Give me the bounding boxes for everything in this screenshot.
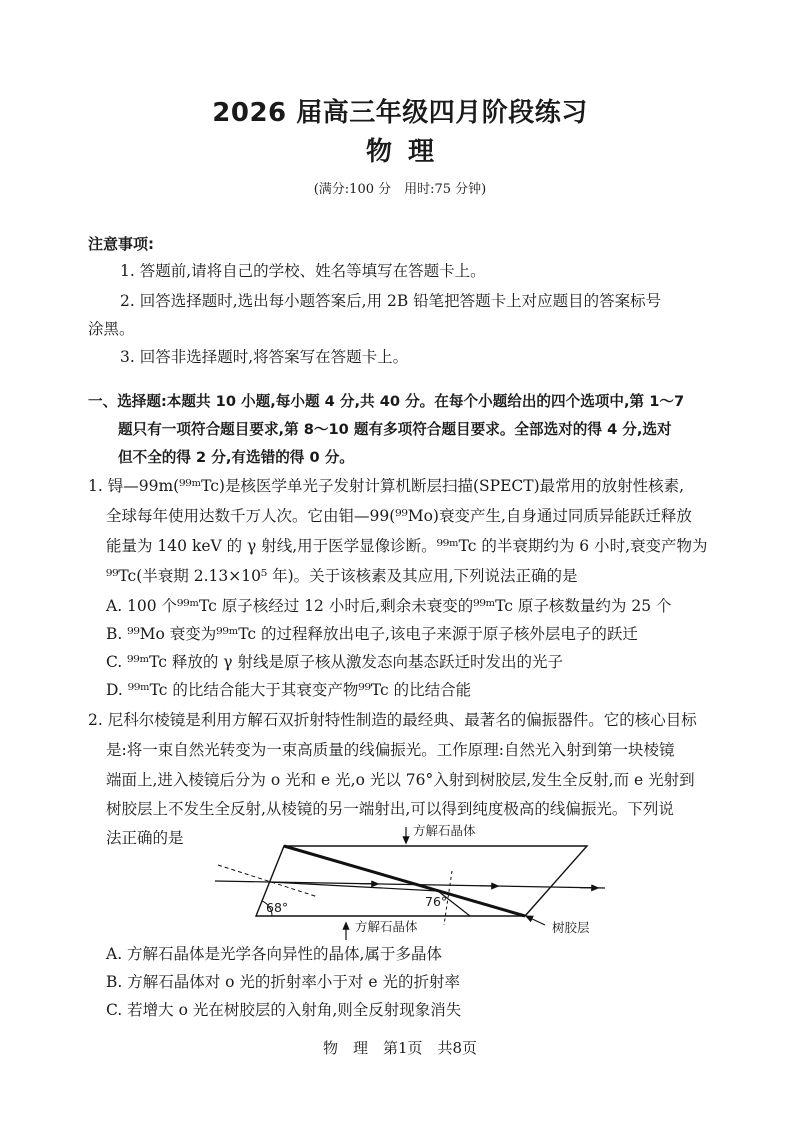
- q2-option-a: A. 方解石晶体是光学各向异性的晶体,属于多晶体: [106, 945, 442, 963]
- figure-angle-left: 68°: [266, 900, 289, 915]
- q1-option-c: C. ⁹⁹ᵐTc 释放的 γ 射线是原子核从激发态向基态跃迁时发出的光子: [106, 653, 563, 671]
- q1-stem-line-1: 1. 锝—99m(⁹⁹ᵐTc)是核医学单光子发射计算机断层扫描(SPECT)最常用的放射性核素,: [88, 477, 685, 495]
- q2-stem-line-1: 2. 尼科尔棱镜是利用方解石双折射特性制造的最经典、最著名的偏振器件。它的核心目标: [88, 711, 697, 729]
- q2-option-b: B. 方解石晶体对 o 光的折射率小于对 e 光的折射率: [106, 973, 460, 991]
- section-instructions-line-2: 题只有一项符合题目要求,第 8～10 题有多项符合题目要求。全部选对的得 4 分,选对: [118, 421, 672, 438]
- q1-stem-line-4: ⁹⁹Tc(半衰期 2.13×10⁵ 年)。关于该核素及其应用,下列说法正确的是: [106, 567, 578, 585]
- page-footer: 物 理 第1页 共8页: [322, 1039, 478, 1057]
- incident-ray: [215, 881, 270, 882]
- q1-option-d: D. ⁹⁹ᵐTc 的比结合能大于其衰变产物⁹⁹Tc 的比结合能: [106, 681, 472, 699]
- q1-stem-line-2: 全球每年使用达数千万人次。它由钼—99(⁹⁹Mo)衰变产生,自身通过同质异能跃迁释放: [106, 507, 692, 525]
- resin-layer: [284, 846, 525, 916]
- exam-meta: (满分:100 分 用时:75 分钟): [313, 182, 487, 197]
- q2-option-c: C. 若增大 o 光在树胶层的入射角,则全反射现象消失: [106, 1001, 462, 1019]
- exam-subject: 物理: [365, 137, 450, 167]
- notice-item-2: 2. 回答选择题时,选出每小题答案后,用 2B 铅笔把答题卡上对应题目的答案标号: [120, 292, 662, 310]
- figure-label-bottom: 方解石晶体: [355, 919, 418, 934]
- q1-stem-line-3: 能量为 140 keV 的 γ 射线,用于医学显像诊断。⁹⁹ᵐTc 的半衰期约为 6 小时,衰变产物为: [106, 537, 708, 555]
- notice-heading: 注意事项:: [88, 235, 154, 253]
- figure-label-top: 方解石晶体: [413, 823, 476, 838]
- q2-stem-line-3: 端面上,进入棱镜后分为 o 光和 e 光,o 光以 76°入射到树胶层,发生全反射,而 e 光射到: [106, 771, 695, 789]
- q2-stem-line-4: 树胶层上不发生全反射,从棱镜的另一端射出,可以得到纯度极高的线偏振光。下列说: [106, 800, 674, 818]
- section-instructions-line-1: 一、选择题:本题共 10 小题,每小题 4 分,共 40 分。在每个小题给出的四个选项中,第 1～7: [88, 393, 685, 410]
- prism-outline: [256, 846, 587, 916]
- q2-stem-line-5: 法正确的是: [106, 829, 184, 847]
- q2-stem-line-2: 是:将一束自然光转变为一束高质量的线偏振光。工作原理:自然光入射到第一块棱镜: [106, 741, 675, 759]
- section-instructions-line-3: 但不全的得 2 分,有选错的得 0 分。: [118, 449, 354, 466]
- notice-item-1: 1. 答题前,请将自己的学校、姓名等填写在答题卡上。: [120, 262, 486, 280]
- notice-item-2-cont: 涂黑。: [88, 320, 135, 338]
- q1-option-b: B. ⁹⁹Mo 衰变为⁹⁹ᵐTc 的过程释放出电子,该电子来源于原子核外层电子的跃迁: [106, 625, 638, 643]
- exam-title: 2026 届高三年级四月阶段练习: [212, 98, 588, 128]
- q1-option-a: A. 100 个⁹⁹ᵐTc 原子核经过 12 小时后,剩余未衰变的⁹⁹ᵐTc 原子核数量约为 25 个: [106, 597, 672, 615]
- figure-angle-mid: 76°: [425, 894, 448, 909]
- notice-item-3: 3. 回答非选择题时,将答案写在答题卡上。: [120, 348, 409, 366]
- figure-label-resin: 树胶层: [552, 920, 590, 935]
